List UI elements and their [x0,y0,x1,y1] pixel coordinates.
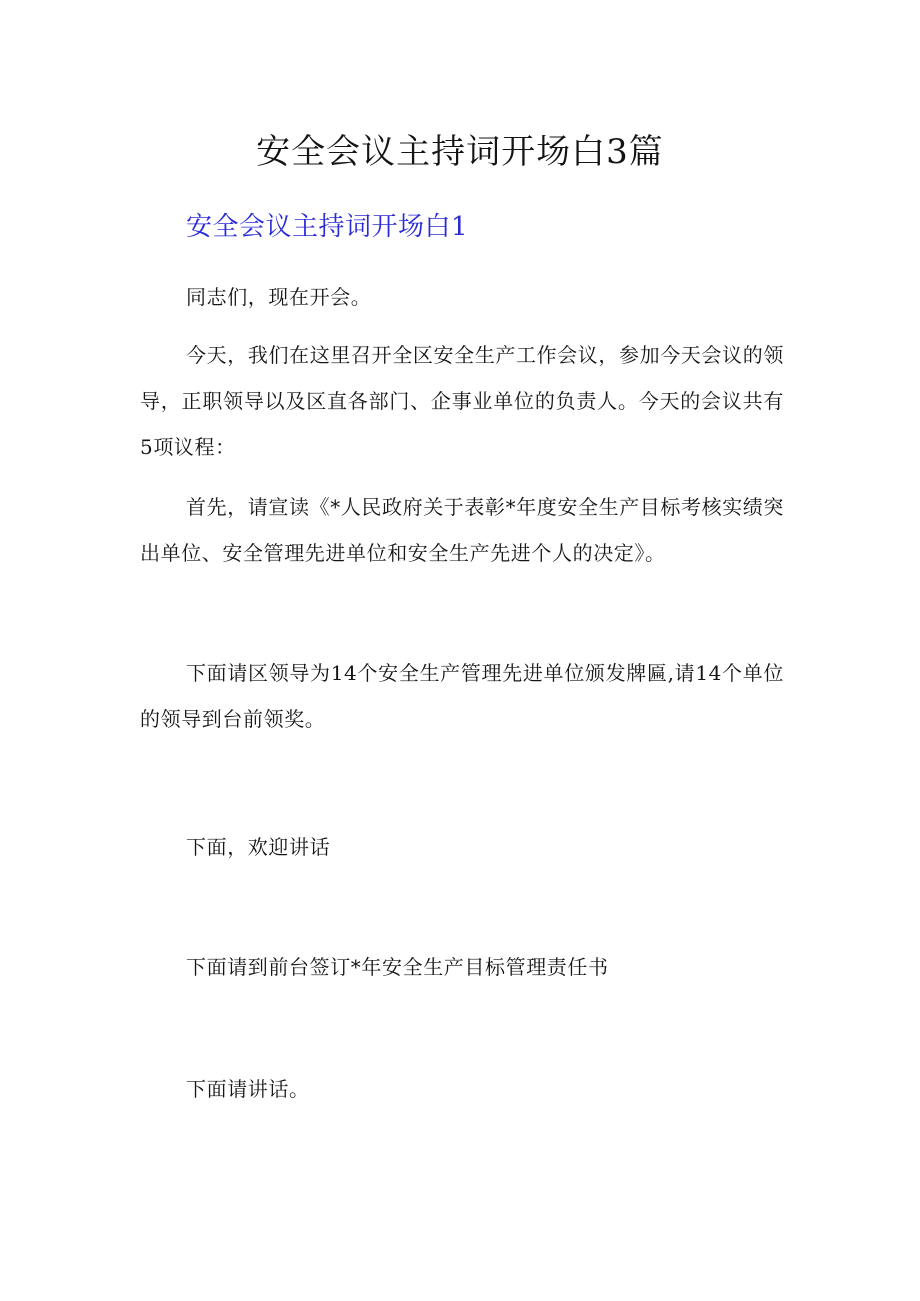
paragraph-sign-responsibility: 下面请到前台签订*年安全生产目标管理责任书 [186,955,609,979]
document-title: 安全会议主持词开场白3篇 [256,132,664,172]
section-heading: 安全会议主持词开场白1 [186,212,469,242]
paragraph-agenda-first: 首先，请宣读《*人民政府关于表彰*年度安全生产目标考核实绩突出单位、安全管理先进单位和安全生产先进个人的决定》。 [140,495,784,565]
paragraph-award: 下面请区领导为14个安全生产管理先进单位颁发牌匾,请14个单位的领导到台前领奖。 [140,661,784,731]
paragraph-welcome-speech: 下面，欢迎讲话 [186,835,331,859]
paragraph-opening: 同志们，现在开会。 [186,285,372,309]
paragraph-introduction: 今天，我们在这里召开全区安全生产工作会议，参加今天会议的领导，正职领导以及区直各部门、企事业单位的负责人。今天的会议共有5项议程： [140,343,784,459]
paragraph-speech: 下面请讲话。 [186,1077,310,1101]
